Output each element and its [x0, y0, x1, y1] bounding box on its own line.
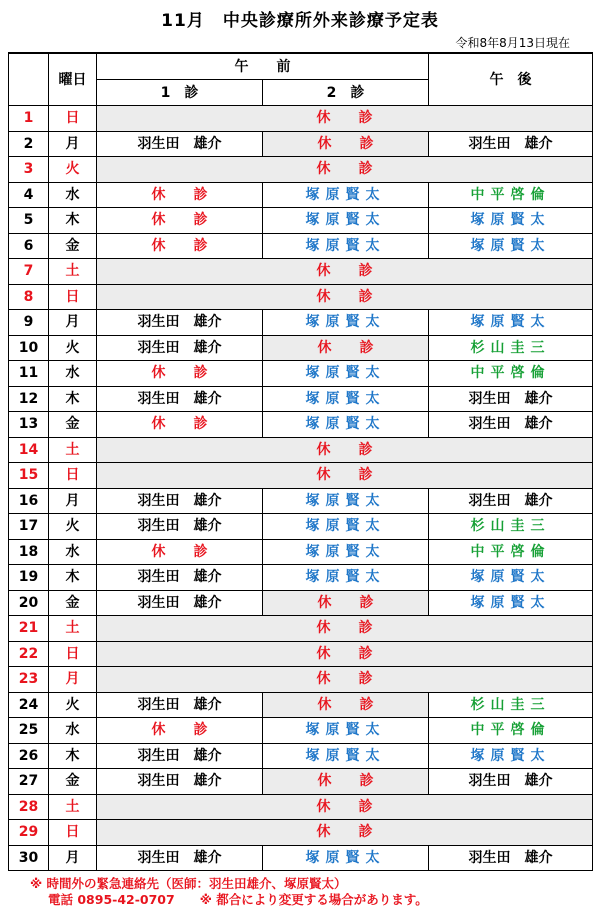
slot2-cell: 休 診	[263, 131, 429, 157]
table-row	[9, 463, 593, 489]
weekday-cell: 月	[49, 131, 97, 157]
pm-cell: 羽生田 雄介	[429, 386, 593, 412]
slot2-cell: 休 診	[263, 590, 429, 616]
slot1-cell: 羽生田 雄介	[97, 488, 263, 514]
slot2-cell: 塚原賢太	[263, 208, 429, 234]
weekday-cell: 金	[49, 412, 97, 438]
day-header	[9, 53, 49, 106]
weekday-cell: 土	[49, 437, 97, 463]
pm-cell: 羽生田 雄介	[429, 412, 593, 438]
day-cell: 1	[9, 106, 49, 132]
day-cell: 9	[9, 310, 49, 336]
day-cell: 11	[9, 361, 49, 387]
table-row	[9, 208, 593, 234]
table-row	[9, 565, 593, 591]
day-cell: 22	[9, 641, 49, 667]
weekday-cell: 水	[49, 361, 97, 387]
day-cell: 24	[9, 692, 49, 718]
slot1-cell: 休 診	[97, 718, 263, 744]
weekday-cell: 月	[49, 667, 97, 693]
pm-cell: 塚原賢太	[429, 233, 593, 259]
weekday-cell: 日	[49, 641, 97, 667]
pm-cell: 杉山圭三	[429, 692, 593, 718]
emergency-contact: ※ 時間外の緊急連絡先（医師：羽生田雄介、塚原賢太）	[30, 876, 347, 891]
table-row	[9, 616, 593, 642]
day-cell: 6	[9, 233, 49, 259]
slot2-cell: 休 診	[263, 692, 429, 718]
closed-cell: 休 診	[97, 463, 593, 489]
table-row	[9, 412, 593, 438]
table-row	[9, 386, 593, 412]
pm-cell: 羽生田 雄介	[429, 769, 593, 795]
closed-cell: 休 診	[97, 284, 593, 310]
day-cell: 26	[9, 743, 49, 769]
pm-cell: 塚原賢太	[429, 590, 593, 616]
day-cell: 19	[9, 565, 49, 591]
slot1-cell: 休 診	[97, 182, 263, 208]
day-cell: 5	[9, 208, 49, 234]
slot1-cell: 羽生田 雄介	[97, 845, 263, 871]
slot2-cell: 塚原賢太	[263, 743, 429, 769]
day-cell: 16	[9, 488, 49, 514]
day-cell: 15	[9, 463, 49, 489]
day-cell: 10	[9, 335, 49, 361]
table-row	[9, 284, 593, 310]
pm-cell: 羽生田 雄介	[429, 131, 593, 157]
closed-cell: 休 診	[97, 667, 593, 693]
pm-cell: 杉山圭三	[429, 335, 593, 361]
day-cell: 4	[9, 182, 49, 208]
weekday-cell: 土	[49, 259, 97, 285]
weekday-cell: 月	[49, 488, 97, 514]
table-row	[9, 131, 593, 157]
weekday-cell: 木	[49, 565, 97, 591]
table-row	[9, 437, 593, 463]
day-cell: 7	[9, 259, 49, 285]
table-row	[9, 845, 593, 871]
weekday-cell: 日	[49, 463, 97, 489]
table-row	[9, 641, 593, 667]
table-row	[9, 718, 593, 744]
schedule-table	[8, 52, 593, 871]
slot1-cell: 羽生田 雄介	[97, 514, 263, 540]
table-row	[9, 335, 593, 361]
day-cell: 17	[9, 514, 49, 540]
slot1-cell: 羽生田 雄介	[97, 769, 263, 795]
slot1-cell: 羽生田 雄介	[97, 565, 263, 591]
slot2-cell: 塚原賢太	[263, 310, 429, 336]
slot1-cell: 羽生田 雄介	[97, 590, 263, 616]
table-row	[9, 182, 593, 208]
weekday-cell: 火	[49, 514, 97, 540]
weekday-cell: 土	[49, 616, 97, 642]
table-row	[9, 157, 593, 183]
table-row	[9, 259, 593, 285]
closed-cell: 休 診	[97, 157, 593, 183]
weekday-cell: 土	[49, 794, 97, 820]
day-cell: 29	[9, 820, 49, 846]
day-cell: 28	[9, 794, 49, 820]
slot2-cell: 塚原賢太	[263, 565, 429, 591]
slot1-cell: 羽生田 雄介	[97, 692, 263, 718]
day-cell: 8	[9, 284, 49, 310]
day-cell: 30	[9, 845, 49, 871]
closed-cell: 休 診	[97, 616, 593, 642]
day-cell: 18	[9, 539, 49, 565]
closed-cell: 休 診	[97, 437, 593, 463]
pm-cell: 中平啓倫	[429, 539, 593, 565]
weekday-header: 曜日	[49, 53, 97, 106]
slot2-cell: 休 診	[263, 769, 429, 795]
table-row	[9, 692, 593, 718]
slot1-cell: 休 診	[97, 412, 263, 438]
day-cell: 20	[9, 590, 49, 616]
weekday-cell: 日	[49, 284, 97, 310]
day-cell: 13	[9, 412, 49, 438]
table-row	[9, 769, 593, 795]
slot2-cell: 塚原賢太	[263, 386, 429, 412]
slot2-cell: 塚原賢太	[263, 182, 429, 208]
slot2-cell: 塚原賢太	[263, 845, 429, 871]
weekday-cell: 日	[49, 106, 97, 132]
phone-notice: 電話 0895-42-0707 ※ 都合により変更する場合があります。	[48, 892, 428, 907]
day-cell: 23	[9, 667, 49, 693]
pm-cell: 塚原賢太	[429, 310, 593, 336]
schedule-body	[9, 106, 593, 871]
slot2-cell: 塚原賢太	[263, 412, 429, 438]
closed-cell: 休 診	[97, 794, 593, 820]
weekday-cell: 水	[49, 539, 97, 565]
closed-cell: 休 診	[97, 259, 593, 285]
slot1-header: 1 診	[97, 80, 263, 106]
pm-header: 午 後	[429, 53, 593, 106]
slot2-header: 2 診	[263, 80, 429, 106]
slot1-cell: 羽生田 雄介	[97, 335, 263, 361]
pm-cell: 杉山圭三	[429, 514, 593, 540]
table-row	[9, 488, 593, 514]
day-cell: 25	[9, 718, 49, 744]
pm-cell: 中平啓倫	[429, 361, 593, 387]
day-cell: 2	[9, 131, 49, 157]
slot1-cell: 休 診	[97, 233, 263, 259]
weekday-cell: 木	[49, 743, 97, 769]
table-row	[9, 794, 593, 820]
slot2-cell: 休 診	[263, 335, 429, 361]
page-title: 11月 中央診療所外来診療予定表	[161, 11, 439, 31]
slot1-cell: 羽生田 雄介	[97, 743, 263, 769]
slot2-cell: 塚原賢太	[263, 539, 429, 565]
am-header: 午 前	[97, 53, 429, 80]
slot1-cell: 休 診	[97, 361, 263, 387]
slot1-cell: 休 診	[97, 539, 263, 565]
table-row	[9, 820, 593, 846]
slot1-cell: 羽生田 雄介	[97, 310, 263, 336]
closed-cell: 休 診	[97, 641, 593, 667]
day-cell: 14	[9, 437, 49, 463]
slot1-cell: 羽生田 雄介	[97, 131, 263, 157]
weekday-cell: 月	[49, 310, 97, 336]
day-cell: 27	[9, 769, 49, 795]
table-row	[9, 743, 593, 769]
pm-cell: 塚原賢太	[429, 208, 593, 234]
table-row	[9, 590, 593, 616]
slot2-cell: 塚原賢太	[263, 361, 429, 387]
as-of-date: 令和8年8月13日現在	[455, 36, 570, 50]
slot2-cell: 塚原賢太	[263, 514, 429, 540]
footer-note	[30, 876, 428, 908]
weekday-cell: 火	[49, 157, 97, 183]
weekday-cell: 水	[49, 718, 97, 744]
slot1-cell: 休 診	[97, 208, 263, 234]
weekday-cell: 木	[49, 386, 97, 412]
weekday-cell: 火	[49, 692, 97, 718]
pm-cell: 中平啓倫	[429, 182, 593, 208]
weekday-cell: 月	[49, 845, 97, 871]
day-cell: 21	[9, 616, 49, 642]
table-row	[9, 539, 593, 565]
weekday-cell: 日	[49, 820, 97, 846]
slot2-cell: 塚原賢太	[263, 488, 429, 514]
table-row	[9, 667, 593, 693]
table-row	[9, 106, 593, 132]
slot2-cell: 塚原賢太	[263, 233, 429, 259]
pm-cell: 羽生田 雄介	[429, 488, 593, 514]
table-row	[9, 514, 593, 540]
weekday-cell: 木	[49, 208, 97, 234]
weekday-cell: 金	[49, 590, 97, 616]
weekday-cell: 金	[49, 769, 97, 795]
day-cell: 3	[9, 157, 49, 183]
pm-cell: 塚原賢太	[429, 565, 593, 591]
pm-cell: 塚原賢太	[429, 743, 593, 769]
closed-cell: 休 診	[97, 106, 593, 132]
weekday-cell: 火	[49, 335, 97, 361]
day-cell: 12	[9, 386, 49, 412]
table-row	[9, 361, 593, 387]
weekday-cell: 金	[49, 233, 97, 259]
weekday-cell: 水	[49, 182, 97, 208]
table-row	[9, 310, 593, 336]
pm-cell: 中平啓倫	[429, 718, 593, 744]
slot2-cell: 塚原賢太	[263, 718, 429, 744]
pm-cell: 羽生田 雄介	[429, 845, 593, 871]
closed-cell: 休 診	[97, 820, 593, 846]
table-row	[9, 233, 593, 259]
slot1-cell: 羽生田 雄介	[97, 386, 263, 412]
